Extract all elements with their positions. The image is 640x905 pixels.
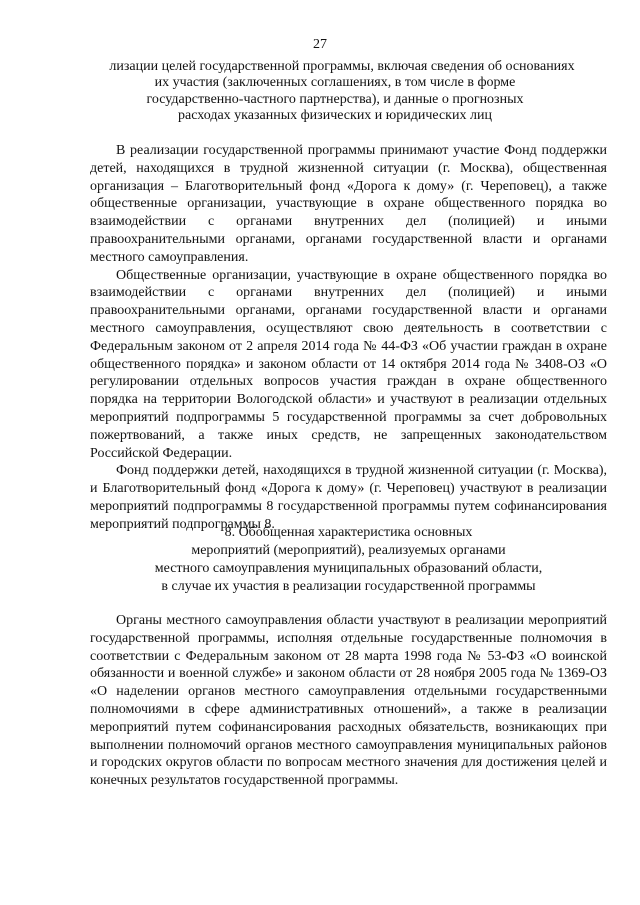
- paragraph-participants: В реализации государственной программы принимают участие Фонд поддержки детей, находящихся в трудной жизненной ситуации (г. Москва), общественная организация – Благотворительный фонд «Дорога к дому» (г. Череповец), а также общественные организации, участвующие в охране общественного порядка во взаимодействии с органами внутренних дел (полицией) и иными правоохранительными органами, органами государственной власти и органами местного самоуправления.: [90, 143, 607, 265]
- heading-line: местного самоуправления муниципальных образований области,: [154, 561, 543, 576]
- paragraph-funds: Фонд поддержки детей, находящихся в трудной жизненной ситуации (г. Москва), и Благотворительный фонд «Дорога к дому» (г. Череповец) участвуют в реализации мероприятий подпрограммы 8 государственной программы путем софинансирования мероприятий подпрограммы 8.: [90, 463, 607, 532]
- heading-line: мероприятий (мероприятий), реализуемых органами: [191, 543, 506, 558]
- section-heading-continuation: [70, 59, 600, 125]
- participants-text-block: [90, 142, 607, 534]
- heading-line: расходах указанных физических и юридических лиц: [178, 108, 492, 124]
- page-number: 27: [313, 37, 327, 52]
- section-8-text-block: [90, 612, 607, 790]
- heading-line: государственно-частного партнерства), и данные о прогнозных: [146, 91, 524, 107]
- heading-line: лизации целей государственной программы, включая сведения об основаниях: [109, 59, 575, 74]
- paragraph-public-organizations: Общественные организации, участвующие в охране общественного порядка во взаимодействии с органами внутренних дел (полицией) и иными правоохранительными органами, органами государственной власти и органами местного самоуправления, осуществляют свою деятельность в соответствии с Федеральным законом от 2 апреля 2014 года № 44-ФЗ «Об участии граждан в охране общественного порядка» и законом области от 14 октября 2014 года № 3408-ОЗ «О регулировании отдельных вопросов участия граждан в охране общественного порядка на территории Вологодской области» и участвуют в реализации отдельных мероприятий подпрограммы 5 государственной программы за счет добровольных пожертвований, а также иных средств, не запрещенных законодательством Российской Федерации.: [90, 267, 607, 461]
- paragraph-local-government: Органы местного самоуправления области участвуют в реализации мероприятий государственной программы, исполняя отдельные государственные полномочия в соответствии с Федеральным законом от 28 марта 1998 года № 53-ФЗ «О воинской обязанности и военной службе» и законом области от 28 ноября 2005 года № 1369-ОЗ «О наделении органов местного самоуправления отдельными государственными полномочиями в сфере административных отношений», а также в реализации мероприятий путем софинансирования расходных обязательств, возникающих при выполнении полномочий органов местного самоуправления муниципальных районов и городских округов области по вопросам местного значения для достижения целей и конечных результатов государственной программы.: [90, 613, 607, 789]
- section-8-heading: [90, 524, 607, 596]
- heading-line: в случае их участия в реализации государственной программы: [161, 579, 536, 594]
- heading-line: 8. Обобщенная характеристика основных: [224, 525, 473, 540]
- heading-line: их участия (заключенных соглашениях, в том числе в форме: [154, 75, 516, 91]
